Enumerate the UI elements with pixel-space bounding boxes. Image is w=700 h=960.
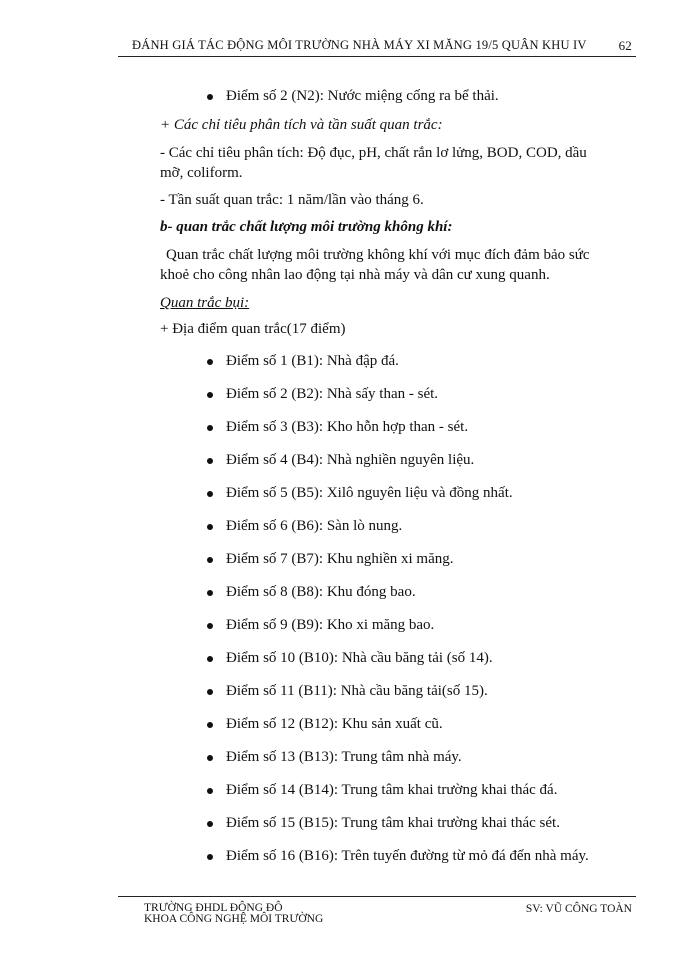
- bullet-icon: [207, 821, 213, 827]
- list-item-text: Điểm số 7 (B7): Khu nghiền xi măng.: [226, 551, 454, 567]
- list-item-text: Điểm số 10 (B10): Nhà cầu băng tải (số 14).: [226, 650, 493, 666]
- bullet-icon: [207, 557, 213, 563]
- page-footer: [118, 896, 636, 925]
- paragraph-line: - Các chỉ tiêu phân tích: Độ đục, pH, chất rắn lơ lửng, BOD, COD, dầu: [160, 145, 587, 161]
- page-number: 62: [618, 38, 632, 53]
- bullet-icon: [207, 623, 213, 629]
- paragraph-line: Quan trắc chất lượng môi trường không khí với mục đích đảm bảo sức: [166, 247, 590, 263]
- page-header: [118, 38, 636, 57]
- bullet-icon: [207, 392, 213, 398]
- section-heading: b- quan trắc chất lượng môi trường không khí:: [160, 219, 453, 235]
- bullet-icon: [207, 722, 213, 728]
- analysis-heading: + Các chỉ tiêu phân tích và tần suất quan trắc:: [160, 117, 443, 133]
- header-title: ĐÁNH GIÁ TÁC ĐỘNG MÔI TRƯỜNG NHÀ MÁY XI MĂNG 19/5 QUÂN KHU IV: [132, 38, 587, 52]
- list-item-text: Điểm số 5 (B5): Xilô nguyên liệu và đồng nhất.: [226, 485, 513, 501]
- paragraph-line: - Tần suất quan trắc: 1 năm/lần vào tháng 6.: [160, 192, 424, 208]
- bullet-icon: [207, 656, 213, 662]
- locations-heading: + Địa điểm quan trắc(17 điểm): [160, 321, 346, 337]
- footer-school: TRƯỜNG ĐHDL ĐÔNG ĐÔ: [144, 902, 283, 914]
- bullet-icon: [207, 491, 213, 497]
- bullet-icon: [207, 458, 213, 464]
- list-item-text: Điểm số 13 (B13): Trung tâm nhà máy.: [226, 749, 462, 765]
- list-item-text: Điểm số 1 (B1): Nhà đập đá.: [226, 353, 399, 369]
- list-item-text: Điểm số 15 (B15): Trung tâm khai trường khai thác sét.: [226, 815, 560, 831]
- list-item-text: Điểm số 2 (N2): Nước miệng cống ra bể thải.: [226, 88, 499, 104]
- footer-institution: [144, 903, 323, 925]
- bullet-icon: [207, 854, 213, 860]
- footer-faculty: KHOA CÔNG NGHỆ MÔI TRƯỜNG: [144, 913, 324, 925]
- bullet-icon: [207, 590, 213, 596]
- subsection-heading: Quan trắc bụi:: [160, 295, 250, 311]
- bullet-icon: [207, 755, 213, 761]
- bullet-icon: [207, 689, 213, 695]
- paragraph-line: khoẻ cho công nhân lao động tại nhà máy và dân cư xung quanh.: [160, 267, 550, 283]
- list-item-text: Điểm số 9 (B9): Kho xi măng bao.: [226, 617, 435, 633]
- list-item-text: Điểm số 14 (B14): Trung tâm khai trường khai thác đá.: [226, 782, 558, 798]
- list-item-text: Điểm số 6 (B6): Sàn lò nung.: [226, 518, 403, 534]
- list-item-text: Điểm số 11 (B11): Nhà cầu băng tải(số 15).: [226, 683, 488, 699]
- bullet-icon: [207, 425, 213, 431]
- list-item-text: Điểm số 12 (B12): Khu sản xuất cũ.: [226, 716, 443, 732]
- list-item-text: Điểm số 8 (B8): Khu đóng bao.: [226, 584, 416, 600]
- bullet-icon: [207, 94, 213, 100]
- bullet-icon: [207, 524, 213, 530]
- list-item-text: Điểm số 16 (B16): Trên tuyến đường từ mỏ đá đến nhà máy.: [226, 848, 589, 864]
- bullet-icon: [207, 359, 213, 365]
- list-item-text: Điểm số 4 (B4): Nhà nghiền nguyên liệu.: [226, 452, 475, 468]
- list-item-text: Điểm số 3 (B3): Kho hỗn hợp than - sét.: [226, 419, 469, 435]
- paragraph-line: mỡ, coliform.: [160, 165, 243, 181]
- bullet-icon: [207, 788, 213, 794]
- list-item-text: Điểm số 2 (B2): Nhà sấy than - sét.: [226, 386, 439, 402]
- footer-student: SV: VŨ CÔNG TOÀN: [525, 903, 632, 915]
